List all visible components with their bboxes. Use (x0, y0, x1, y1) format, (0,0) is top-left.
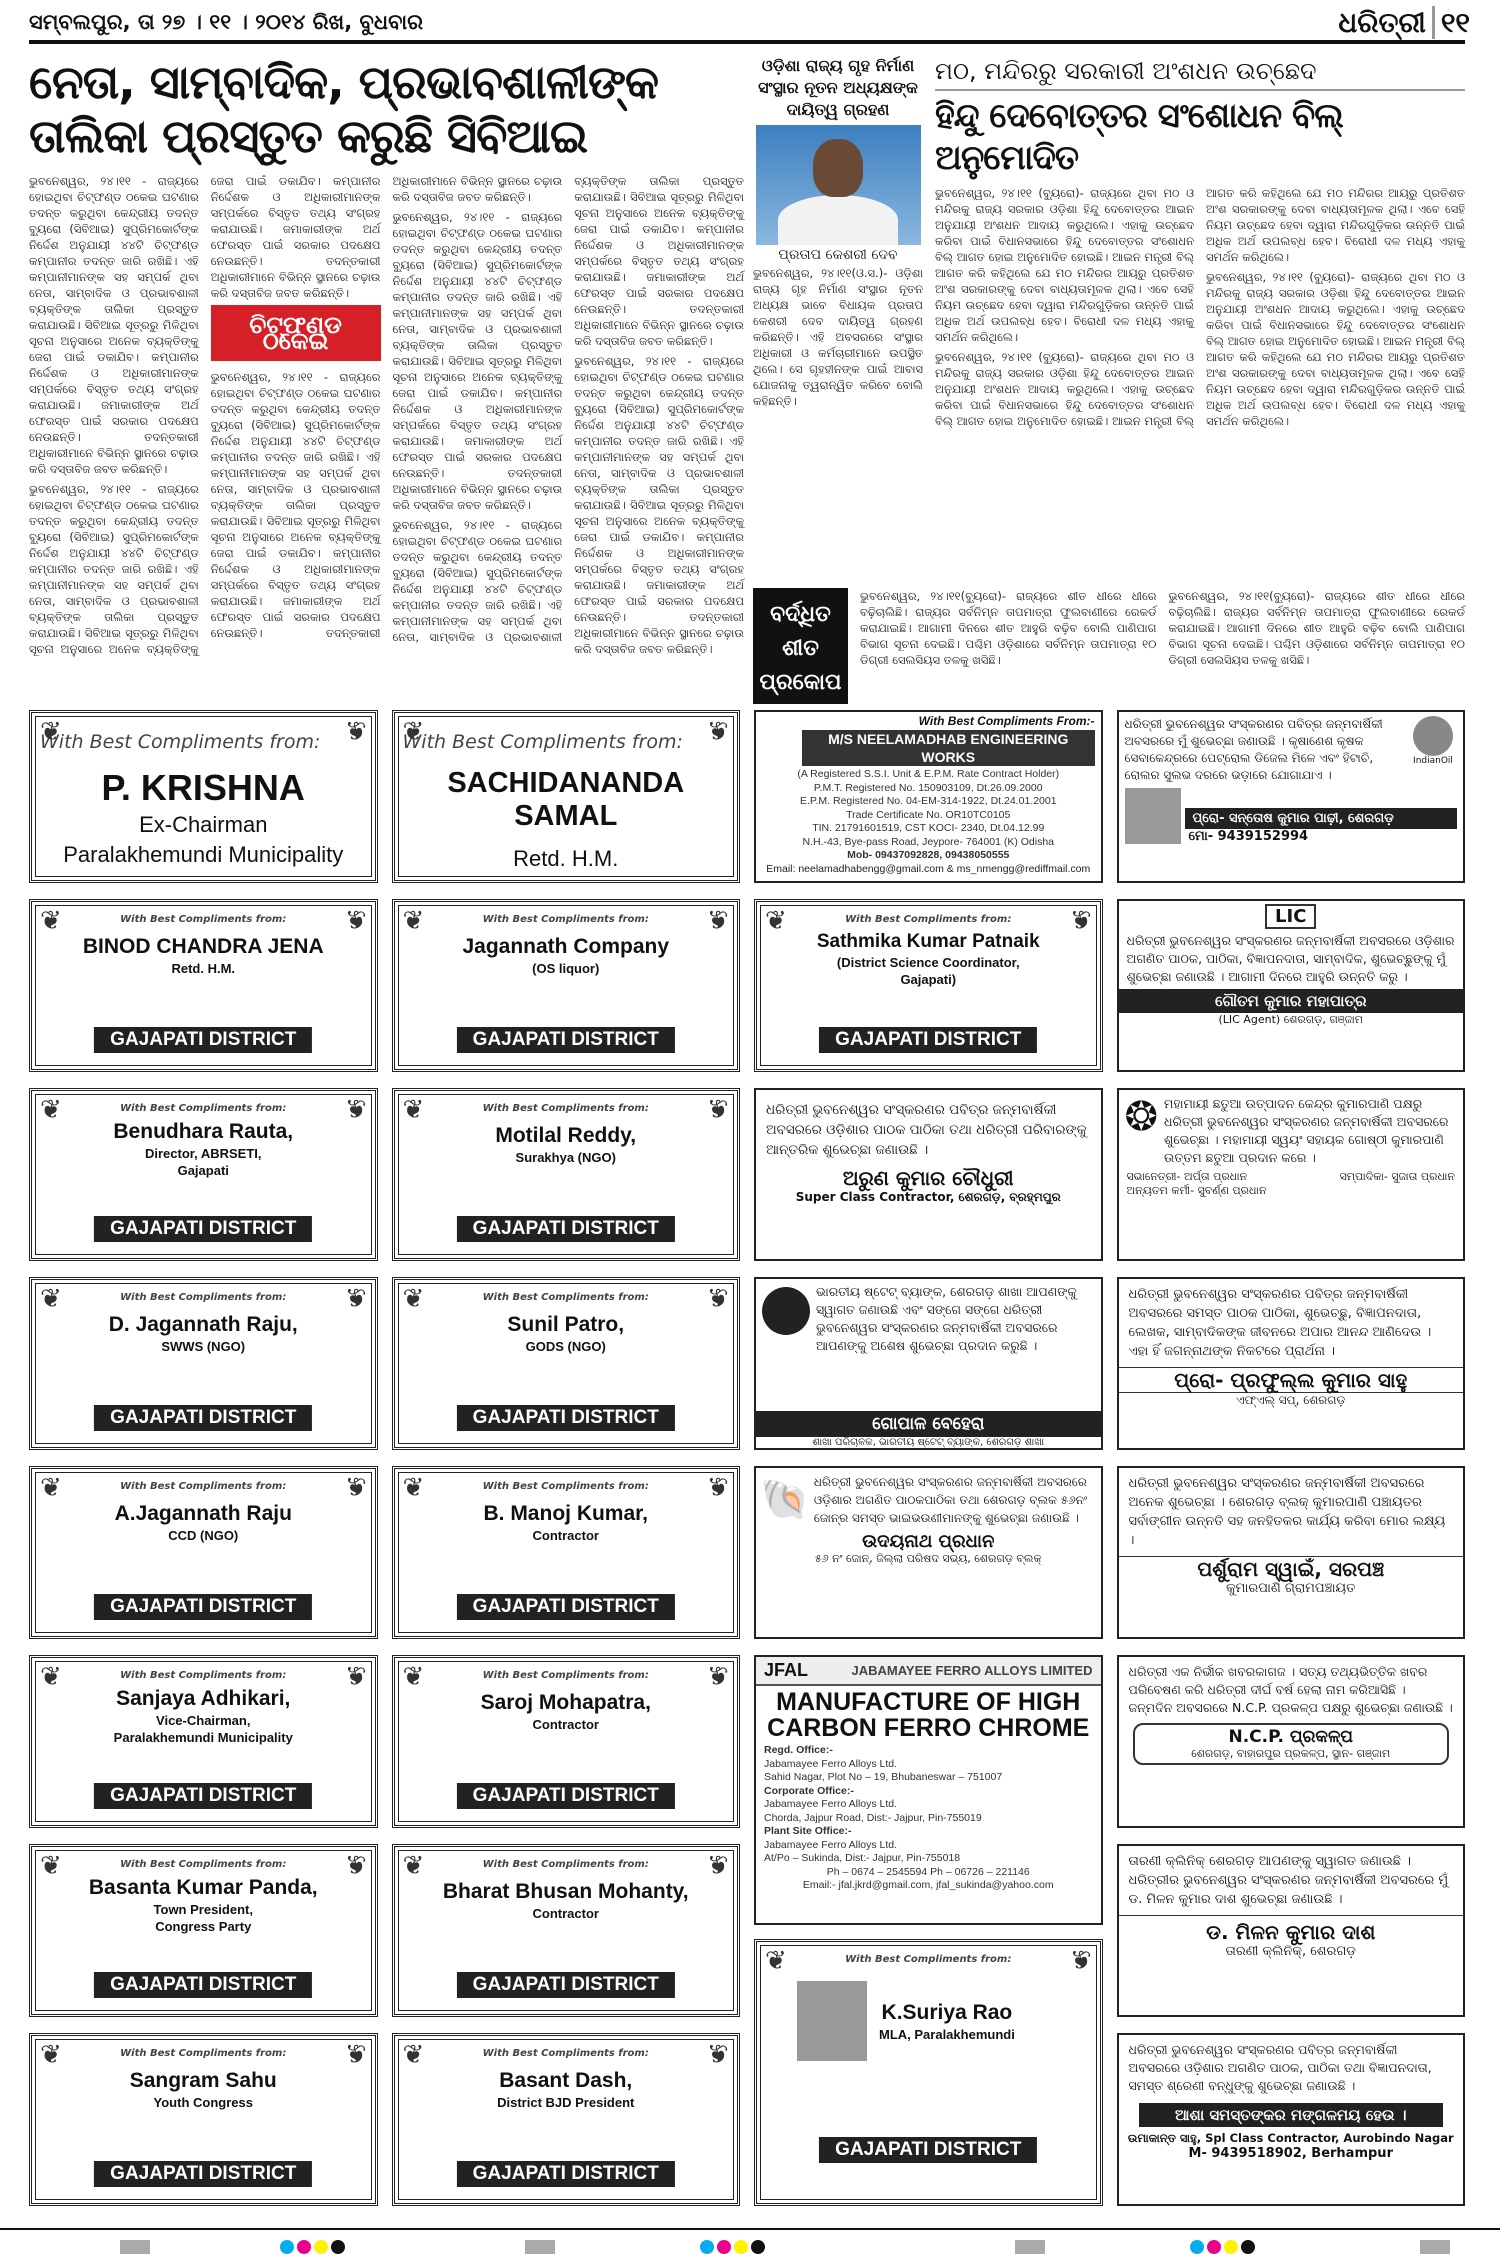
ad-sunil-patro: ❦ With Best Compliments from: Sunil Patro, GODS (NGO) GAJAPATI DISTRICT ❦ (392, 1277, 741, 1450)
ad-sanjaya-adhikari: ❦ With Best Compliments from: Sanjaya Adhikari, Vice-Chairman, Paralakhemundi Municipality GAJAPATI DISTRICT ❦ (29, 1655, 378, 1828)
ad-name: ଉଦୟନାଥ ପ୍ରଧାନ (862, 1531, 995, 1552)
ad-footer (1125, 788, 1458, 844)
ad-title: Retd. H.M. (513, 846, 619, 871)
ad-text: ଧରିତ୍ରୀ ଭୁବନେଶ୍ୱର ସଂସ୍କରଣର ଜନ୍ମବାର୍ଷିକୀ ଅବସରରେ ଓଡ଼ିଶାର ଅଗଣିତ ପାଠକ, ପାଠିକା, ବିଜ୍ଞାପନଦାତା, ସାମ୍ବାଦିକ, ଶୁଭେଚ୍ଛୁଙ୍କୁ ମୁଁ ଶୁଭେଚ୍ଛା ଜଣାଉଛି । ଆଗାମୀ ଦିନରେ ଆହୁରି ଉନ୍ନତି କରୁ । (1126, 933, 1455, 984)
color-registration-icon (1190, 2240, 1255, 2254)
col3-stack (754, 1655, 1103, 2206)
right-kicker: ମଠ, ମନ୍ଦିରରୁ ସରକାରୀ ଅଂଶଧନ ଉଚ୍ଛେଦ (935, 57, 1317, 85)
ad-subtitle: କୁମାରପାଣି ଗ୍ରାମପଞ୍ଚାୟତ (1226, 1581, 1356, 1596)
ad-sbi (754, 1277, 1103, 1450)
lead-body: ଭୁବନେଶ୍ୱର, ୨୪।୧୧ - ରାଜ୍ୟରେ ହୋଇଥିବା ଚିଟ୍‌ଫଣ୍ଡ ଠକେଇ ଘଟଣାର ତଦନ୍ତ କରୁଥିବା କେନ୍ଦ୍ରୀୟ ତଦନ୍ତ ବ୍ୟୁରୋ (ସିବିଆଇ) ସୁପ୍ରିମକୋର୍ଟଙ୍କ ନିର୍ଦ୍ଦେଶ ଅନୁଯାୟୀ ୪୪ଟି ଚିଟ୍‌ଫଣ୍ଡ କମ୍ପାନୀର ତଦନ୍ତ ଜାରି ରଖିଛି। ଏହି କମ୍ପାନୀମାନଙ୍କ ସହ ସମ୍ପର୍କ ଥିବା ନେତା, ସାମ୍ବାଦିକ ଓ ପ୍ରଭାବଶାଳୀ ବ୍ୟକ୍ତିଙ୍କ ତାଲିକା ପ୍ରସ୍ତୁତ କରାଯାଉଛି। ସିବିଆଇ ସୂତ୍ରରୁ ମିଳିଥିବା ସୂଚନା ଅନୁସାରେ ଅନେକ ବ୍ୟକ୍ତିଙ୍କୁ ଜେରା ପାଇଁ ଡକାଯିବ। କମ୍ପାନୀର ନିର୍ଦ୍ଦେଶକ ଓ ଅଧିକାରୀମାନଙ୍କ ସମ୍ପର୍କରେ ବିସ୍ତୃତ ତଥ୍ୟ ସଂଗ୍ରହ କରାଯାଉଛି। ଜମାକାରୀଙ୍କ ଅର୍ଥ ଫେରସ୍ତ ପାଇଁ ସରକାର ପଦକ୍ଷେପ ନେଉଛନ୍ତି। ତଦନ୍ତକାରୀ ଅଧିକାରୀମାନେ ବିଭିନ୍ନ ସ୍ଥାନରେ ଚଢ଼ାଉ କରି ଦସ୍ତାବିଜ ଜବତ କରିଛନ୍ତି। ଭୁବନେଶ୍ୱର, ୨୪।୧୧ - ରାଜ୍ୟରେ ହୋଇଥିବା ଚିଟ୍‌ଫଣ୍ଡ ଠକେଇ ଘଟଣାର ତଦନ୍ତ କରୁଥିବା କେନ୍ଦ୍ରୀୟ ତଦନ୍ତ ବ୍ୟୁରୋ (ସିବିଆଇ) ସୁପ୍ରିମକୋର୍ଟଙ୍କ ନିର୍ଦ୍ଦେଶ ଅନୁଯାୟୀ ୪୪ଟି ଚିଟ୍‌ଫଣ୍ଡ କମ୍ପାନୀର ତଦନ୍ତ ଜାରି ରଖିଛି। ଏହି କମ୍ପାନୀମାନଙ୍କ ସହ ସମ୍ପର୍କ ଥିବା ନେତା, ସାମ୍ବାଦିକ ଓ ପ୍ରଭାବଶାଳୀ ବ୍ୟକ୍ତିଙ୍କ ତାଲିକା ପ୍ରସ୍ତୁତ କରାଯାଉଛି। ସିବିଆଇ ସୂତ୍ରରୁ ମିଳିଥିବା ସୂଚନା ଅନୁସାରେ ଅନେକ ବ୍ୟକ୍ତିଙ୍କୁ ଜେରା ପାଇଁ ଡକାଯିବ। କମ୍ପାନୀର ନିର୍ଦ୍ଦେଶକ ଓ ଅଧିକାରୀମାନଙ୍କ ସମ୍ପର୍କରେ ବିସ୍ତୃତ ତଥ୍ୟ ସଂଗ୍ରହ କରାଯାଉଛି। ଜମାକାରୀଙ୍କ ଅର୍ଥ ଫେରସ୍ତ ପାଇଁ ସରକାର ପଦକ୍ଷେପ ନେଉଛନ୍ତି। ତଦନ୍ତକାରୀ ଅଧିକାରୀମାନେ ବିଭିନ୍ନ ସ୍ଥାନରେ ଚଢ଼ାଉ କରି ଦସ୍ତାବିଜ ଜବତ କରିଛନ୍ତି। ଚିଟ୍‌ଫଣ୍ଡ ଠକେଇ ଭୁବନେଶ୍ୱର, ୨୪।୧୧ - ରାଜ୍ୟରେ ହୋଇଥିବା ଚିଟ୍‌ଫଣ୍ଡ ଠକେଇ ଘଟଣାର ତଦନ୍ତ କରୁଥିବା କେନ୍ଦ୍ରୀୟ ତଦନ୍ତ ବ୍ୟୁରୋ (ସିବିଆଇ) ସୁପ୍ରିମକୋର୍ଟଙ୍କ ନିର୍ଦ୍ଦେଶ ଅନୁଯାୟୀ ୪୪ଟି ଚିଟ୍‌ଫଣ୍ଡ କମ୍ପାନୀର ତଦନ୍ତ ଜାରି ରଖିଛି। ଏହି କମ୍ପାନୀମାନଙ୍କ ସହ ସମ୍ପର୍କ ଥିବା ନେତା, ସାମ୍ବାଦିକ ଓ ପ୍ରଭାବଶାଳୀ ବ୍ୟକ୍ତିଙ୍କ ତାଲିକା ପ୍ରସ୍ତୁତ କରାଯାଉଛି। ସିବିଆଇ ସୂତ୍ରରୁ ମିଳିଥିବା ସୂଚନା ଅନୁସାରେ ଅନେକ ବ୍ୟକ୍ତିଙ୍କୁ ଜେରା ପାଇଁ ଡକାଯିବ। କମ୍ପାନୀର ନିର୍ଦ୍ଦେଶକ ଓ ଅଧିକାରୀମାନଙ୍କ ସମ୍ପର୍କରେ ବିସ୍ତୃତ ତଥ୍ୟ ସଂଗ୍ରହ କରାଯାଉଛି। ଜମାକାରୀଙ୍କ ଅର୍ଥ ଫେରସ୍ତ ପାଇଁ ସରକାର ପଦକ୍ଷେପ ନେଉଛନ୍ତି। ତଦନ୍ତକାରୀ ଅଧିକାରୀମାନେ ବିଭିନ୍ନ ସ୍ଥାନରେ ଚଢ଼ାଉ କରି ଦସ୍ତାବିଜ ଜବତ କରିଛନ୍ତି। ଭୁବନେଶ୍ୱର, ୨୪।୧୧ - ରାଜ୍ୟରେ ହୋଇଥିବା ଚିଟ୍‌ଫଣ୍ଡ ଠକେଇ ଘଟଣାର ତଦନ୍ତ କରୁଥିବା କେନ୍ଦ୍ରୀୟ ତଦନ୍ତ ବ୍ୟୁରୋ (ସିବିଆଇ) ସୁପ୍ରିମକୋର୍ଟଙ୍କ ନିର୍ଦ୍ଦେଶ ଅନୁଯାୟୀ ୪୪ଟି ଚିଟ୍‌ଫଣ୍ଡ କମ୍ପାନୀର ତଦନ୍ତ ଜାରି ରଖିଛି। ଏହି କମ୍ପାନୀମାନଙ୍କ ସହ ସମ୍ପର୍କ ଥିବା ନେତା, ସାମ୍ବାଦିକ ଓ ପ୍ରଭାବଶାଳୀ ବ୍ୟକ୍ତିଙ୍କ ତାଲିକା ପ୍ରସ୍ତୁତ କରାଯାଉଛି। ସିବିଆଇ ସୂତ୍ରରୁ ମିଳିଥିବା ସୂଚନା ଅନୁସାରେ ଅନେକ ବ୍ୟକ୍ତିଙ୍କୁ ଜେରା ପାଇଁ ଡକାଯିବ। କମ୍ପାନୀର ନିର୍ଦ୍ଦେଶକ ଓ ଅଧିକାରୀମାନଙ୍କ ସମ୍ପର୍କରେ ବିସ୍ତୃତ ତଥ୍ୟ ସଂଗ୍ରହ କରାଯାଉଛି। ଜମାକାରୀଙ୍କ ଅର୍ଥ ଫେରସ୍ତ ପାଇଁ ସରକାର ପଦକ୍ଷେପ ନେଉଛନ୍ତି। ତଦନ୍ତକାରୀ ଅଧିକାରୀମାନେ ବିଭିନ୍ନ ସ୍ଥାନରେ ଚଢ଼ାଉ କରି ଦସ୍ତାବିଜ ଜବତ କରିଛନ୍ତି। ଭୁବନେଶ୍ୱର, ୨୪।୧୧ - ରାଜ୍ୟରେ ହୋଇଥିବା ଚିଟ୍‌ଫଣ୍ଡ ଠକେଇ ଘଟଣାର ତଦନ୍ତ କରୁଥିବା କେନ୍ଦ୍ରୀୟ ତଦନ୍ତ ବ୍ୟୁରୋ (ସିବିଆଇ) ସୁପ୍ରିମକୋର୍ଟଙ୍କ ନିର୍ଦ୍ଦେଶ ଅନୁଯାୟୀ ୪୪ଟି ଚିଟ୍‌ଫଣ୍ଡ କମ୍ପାନୀର ତଦନ୍ତ ଜାରି ରଖିଛି। ଏହି କମ୍ପାନୀମାନଙ୍କ ସହ ସମ୍ପର୍କ ଥିବା ନେତା, ସାମ୍ବାଦିକ ଓ ପ୍ରଭାବଶାଳୀ ବ୍ୟକ୍ତିଙ୍କ ତାଲିକା ପ୍ରସ୍ତୁତ କରାଯାଉଛି। ସିବିଆଇ ସୂତ୍ରରୁ ମିଳିଥିବା ସୂଚନା ଅନୁସାରେ ଅନେକ ବ୍ୟକ୍ତିଙ୍କୁ ଜେରା ପାଇଁ ଡକାଯିବ। କମ୍ପାନୀର ନିର୍ଦ୍ଦେଶକ ଓ ଅଧିକାରୀମାନଙ୍କ ସମ୍ପର୍କରେ ବିସ୍ତୃତ ତଥ୍ୟ ସଂଗ୍ରହ କରାଯାଉଛି। ଜମାକାରୀଙ୍କ ଅର୍ଥ ଫେରସ୍ତ ପାଇଁ ସରକାର ପଦକ୍ଷେପ ନେଉଛନ୍ତି। ତଦନ୍ତକାରୀ ଅଧିକାରୀମାନେ ବିଭିନ୍ନ ସ୍ଥାନରେ ଚଢ଼ାଉ କରି ଦସ୍ତାବିଜ ଜବତ କରିଛନ୍ତି। ଭୁବନେଶ୍ୱର, ୨୪।୧୧ - ରାଜ୍ୟରେ ହୋଇଥିବା ଚିଟ୍‌ଫଣ୍ଡ ଠକେଇ ଘଟଣାର ତଦନ୍ତ କରୁଥିବା କେନ୍ଦ୍ରୀୟ ତଦନ୍ତ ବ୍ୟୁରୋ (ସିବିଆଇ) ସୁପ୍ରିମକୋର୍ଟଙ୍କ ନିର୍ଦ୍ଦେଶ ଅନୁଯାୟୀ ୪୪ଟି ଚିଟ୍‌ଫଣ୍ଡ କମ୍ପାନୀର ତଦନ୍ତ ଜାରି ରଖିଛି। ଏହି କମ୍ପାନୀମାନଙ୍କ ସହ ସମ୍ପର୍କ ଥିବା ନେତା, ସାମ୍ବାଦିକ ଓ ପ୍ରଭାବଶାଳୀ ବ୍ୟକ୍ତିଙ୍କ ତାଲିକା ପ୍ରସ୍ତୁତ କରାଯାଉଛି। ସିବିଆଇ ସୂତ୍ରରୁ ମିଳିଥିବା ସୂଚନା ଅନୁସାରେ ଅନେକ ବ୍ୟକ୍ତିଙ୍କୁ ଜେରା ପାଇଁ ଡକାଯିବ। କମ୍ପାନୀର ନିର୍ଦ୍ଦେଶକ ଓ ଅଧିକାରୀମାନଙ୍କ ସମ୍ପର୍କରେ ବିସ୍ତୃତ ତଥ୍ୟ ସଂଗ୍ରହ କରାଯାଉଛି। ଜମାକାରୀଙ୍କ ଅର୍ଥ ଫେରସ୍ତ ପାଇଁ ସରକାର ପଦକ୍ଷେପ ନେଉଛନ୍ତି। ତଦନ୍ତକାରୀ ଅଧିକାରୀମାନେ ବିଭିନ୍ନ ସ୍ଥାନରେ ଚଢ଼ାଉ କରି ଦସ୍ତାବିଜ ଜବତ କରିଛନ୍ତି। (29, 174, 744, 656)
ad-mahamayee (1117, 1088, 1466, 1261)
ad-greeting: ❦ With Best Compliments from: (402, 731, 683, 753)
ad-text: ଭାରତୀୟ ଷ୍ଟେଟ୍ ବ୍ୟାଙ୍କ, ଶେରଗଡ଼ ଶାଖା ଆପଣଙ୍କୁ ସ୍ୱାଗତ ଜଣାଉଛି ଏବଂ ସଙ୍ଗେ ସଙ୍ଗେ ଧରିତ୍ରୀ ଭୁବନେଶ୍ୱର ସଂସ୍କରଣର ଜନ୍ମବାର୍ଷିକୀ ଅବସରରେ ଆପଣଙ୍କୁ ଅଶେଷ ଶୁଭେଚ୍ଛା ପ୍ରଦାନ କରୁଛି । (816, 1284, 1077, 1353)
ad-title: Paralakhemundi Municipality (63, 842, 344, 867)
ad-details: Regd. Office:- Jabamayee Ferro Alloys Ltd. Sahid Nagar, Plot No – 19, Bhubaneswar – 751007 Corporate Office:- Jabamayee Ferro Alloys Ltd. Chorda, Jajpur Road, Dist:- Jajpur, Pin-755019 Plant Site Office:- Jabamayee Ferro Alloys Ltd. At/Po – Sukinda, Dist:- Jajpur, Pin-755018 Ph – 0674 – 2545594 Ph – 06726 – 221146 Email:- jfal.jkrd@gmail.com, jfal_sukinda@yahoo.com (764, 1744, 1054, 1891)
ad-top (1119, 1090, 1464, 1170)
lead-headline: ନେତା, ସାମ୍ବାଦିକ, ପ୍ରଭାବଶାଳୀଙ୍କ ତାଲିକା ପ୍ରସ୍ତୁତ କରୁଛି ସିବିଆଇ (29, 55, 659, 163)
ad-top (756, 1468, 1101, 1531)
ad-band: ଆଶା ସମସ୍ତଙ୍କର ମଙ୍ଗଳମୟ ହେଉ । (1139, 2103, 1444, 2127)
sbi-logo-icon (762, 1287, 810, 1335)
footer-registration-marks (0, 2228, 1500, 2254)
ad-name: ପର୍ଶୁରାମ ସ୍ୱାଇଁ, ସରପଞ୍ଚ (1119, 1556, 1464, 1581)
lead-story (29, 55, 744, 705)
ad-text: ଧରିତ୍ରୀ ଭୁବନେଶ୍ୱର ସଂସ୍କରଣର ପବିତ୍ର ଜନ୍ମବାର୍ଷିକୀ ଅବସରରେ ମୁଁ ଶୁଭେଚ୍ଛା ଜଣାଉଛି । କୃଷାଣେଶ କୃଷକ ସେବାକେନ୍ଦ୍ରରେ ପେଟ୍ରୋଲ ଡିଜେଲ ମିଳେ ଏବଂ ହିଟାଚି, ରୋଲର ସୁଲଭ ଦରରେ ଭଡ଼ାରେ ଯୋଗାଯାଏ । (1124, 717, 1383, 782)
ad-top (756, 1279, 1101, 1411)
ad-b-manoj-kumar: ❦ With Best Compliments from: B. Manoj Kumar, Contractor GAJAPATI DISTRICT ❦ (392, 1466, 741, 1639)
ad-greeting: With Best Compliments From:- (918, 714, 1095, 728)
indianoil-logo-icon (1413, 716, 1453, 756)
ad-bharat-bhusan-mohanty: ❦ With Best Compliments from: Bharat Bhusan Mohanty, Contractor GAJAPATI DISTRICT ❦ (392, 1844, 741, 2017)
ad-subtitle: ୫୬ ନଂ ଜୋନ୍, ଜିଲ୍ଲା ପରିଷଦ ସଭ୍ୟ, ଶେରଗଡ଼ ବ୍ଲକ୍ (814, 1552, 1042, 1565)
conch-icon: 🐚 (760, 1477, 810, 1523)
ad-name: ଅରୁଣ କୁମାର ଚୌଧୁରୀ (842, 1166, 1014, 1190)
ad-officers: ସଭାନେତ୍ରୀ- ଅର୍ପ୍ତା ପ୍ରଧାନ ସମ୍ପାଦିକା- ସୁଜାତା ପ୍ରଧାନ (1126, 1170, 1455, 1183)
ads-grid (29, 710, 1465, 2203)
ad-ncp (1117, 1655, 1466, 1828)
ad-subtitle: ତାରଣୀ କ୍ଲିନିକ୍, ଶେରଗଡ଼ (1225, 1944, 1356, 1959)
ad-umakant-sahu (1117, 2033, 1466, 2206)
masthead (1338, 6, 1470, 40)
color-registration-icon (280, 2240, 345, 2254)
indianoil-logo (1409, 716, 1457, 766)
cold-wave-box: ବର୍ଦ୍ଧିତ ଶୀତ ପ୍ରକୋପ (753, 588, 848, 704)
ad-name: ପ୍ରୋ- ପ୍ରଫୁଲ୍ଲ କୁମାର ସାହୁ (1119, 1367, 1464, 1393)
ncp-box (1133, 1723, 1450, 1765)
ad-phone: ମୋ- 9439152994 (1188, 829, 1309, 844)
paper-name: ଧରିତ୍ରୀ (1338, 6, 1426, 39)
ad-header (756, 1657, 1101, 1686)
jfal-logo: JFAL (764, 1660, 809, 1680)
cold-wave-body: ଭୁବନେଶ୍ୱର, ୨୪।୧୧(ବ୍ୟୁରୋ)- ରାଜ୍ୟରେ ଶୀତ ଧୀରେ ଧୀରେ ବଢ଼ିଚାଲିଛି। ରାଜ୍ୟର ସର୍ବନିମ୍ନ ତାପମାତ୍ରା ଫୁଲବାଣୀରେ ରେକର୍ଡ କରାଯାଇଛି। ଆଗାମୀ ଦିନରେ ଶୀତ ଆହୁରି ବଢ଼ିବ ବୋଲି ପାଣିପାଗ ବିଭାଗ ସୂଚନା ଦେଇଛି। ପଶ୍ଚିମ ଓଡ଼ିଶାରେ ସର୍ବନିମ୍ନ ତାପମାତ୍ରା ୧୦ ଡିଗ୍ରୀ ସେଲସିୟସ ତଳକୁ ଖସିଛି। ଭୁବନେଶ୍ୱର, ୨୪।୧୧(ବ୍ୟୁରୋ)- ରାଜ୍ୟରେ ଶୀତ ଧୀରେ ଧୀରେ ବଢ଼ିଚାଲିଛି। ରାଜ୍ୟର ସର୍ବନିମ୍ନ ତାପମାତ୍ରା ଫୁଲବାଣୀରେ ରେକର୍ଡ କରାଯାଇଛି। ଆଗାମୀ ଦିନରେ ଶୀତ ଆହୁରି ବଢ଼ିବ ବୋଲି ପାଣିପାଗ ବିଭାଗ ସୂଚନା ଦେଇଛି। ପଶ୍ଚିମ ଓଡ଼ିଶାରେ ସର୍ବନିମ୍ନ ତାପମାତ୍ରା ୧୦ ଡିଗ୍ରୀ ସେଲସିୟସ ତଳକୁ ଖସିଛି। (860, 589, 1465, 667)
ad-officer: ଅନ୍ୟତମ କର୍ମୀ- ସୁବର୍ଣ୍ଣ ପ୍ରଧାନ (1126, 1184, 1267, 1197)
ad-d-jagannath-raju: ❦ With Best Compliments from: D. Jagannath Raju, SWWS (NGO) GAJAPATI DISTRICT ❦ (29, 1277, 378, 1450)
durga-icon: ❂ (1124, 1094, 1159, 1140)
ad-subtitle: ଶେରଗଡ଼, ବାହାରପୁର ପ୍ରକଳ୍ପ, ସ୍ଥାନ- ଗଞ୍ଜାମ (1191, 1747, 1391, 1760)
ad-phone: M- 9439518902, Berhampur (1188, 2146, 1393, 2161)
lic-logo: LIC (1265, 904, 1316, 929)
ad-lic (1117, 899, 1466, 1072)
ad-name: M/S NEELAMADHAB ENGINEERING WORKS (802, 730, 1095, 766)
ad-arun-kumar-choudhury (754, 1088, 1103, 1261)
side-body: ଭୁବନେଶ୍ୱର, ୨୪।୧୧(ଓ.ସ.)- ଓଡ଼ିଶା ରାଜ୍ୟ ଗୃହ ନିର୍ମାଣ ସଂସ୍ଥାର ନୂତନ ଅଧ୍ୟକ୍ଷ ଭାବେ ବିଧାୟକ ପ୍ରତାପ କେଶରୀ ଦେବ ଦାୟିତ୍ୱ ଗ୍ରହଣ କରିଛନ୍ତି। ଏହି ଅବସରରେ ସଂସ୍ଥାର ଅଧିକାରୀ ଓ କର୍ମଚାରୀମାନେ ଉପସ୍ଥିତ ଥିଲେ। ସେ ଗୃହହୀନଙ୍କ ପାଇଁ ଆବାସ ଯୋଜନାକୁ ତ୍ୱରାନ୍ୱିତ କରିବେ ବୋଲି କହିଛନ୍ତି। (753, 266, 923, 408)
ad-body: K.Suriya Rao MLA, Paralakhemundi (757, 1965, 1100, 2061)
ad-p-krishna (29, 710, 378, 883)
ad-basant-dash: ❦ With Best Compliments from: Basant Dash, District BJD President GAJAPATI DISTRICT ❦ (392, 2033, 741, 2206)
ad-text: ତାରଣୀ କ୍ଲିନିକ୍ ଶେରଗଡ଼ ଆପଣଙ୍କୁ ସ୍ୱାଗତ ଜଣାଉଛି । ଧରିତ୍ରୀର ଭୁବନେଶ୍ୱର ସଂସ୍କରଣର ଜନ୍ମବାର୍ଷିକୀ ଅବସରରେ ମୁଁ ଡ. ମିଳନ କୁମାର ଦାଶ ଶୁଭେଚ୍ଛା ଜଣାଉଛି । (1128, 1854, 1449, 1907)
lead-inset-box: ଚିଟ୍‌ଫଣ୍ଡ ଠକେଇ (211, 305, 381, 361)
ad-text: ଧରିତ୍ରୀ ଭୁବନେଶ୍ୱର ସଂସ୍କରଣର ଜନ୍ମବାର୍ଷିକୀ ଅବସରରେ ଅନେକ ଶୁଭେଚ୍ଛା । ଶେରଗଡ଼ ବ୍ଲକ୍ କୁମାରପାଣି ପଞ୍ଚାୟତର ସର୍ବାଙ୍ଗୀନ ଉନ୍ନତି ସହ ଜନହିତକର କାର୍ଯ୍ୟ କରିବା ମୋର ଲକ୍ଷ୍ୟ । (1128, 1476, 1446, 1548)
ad-a-jagannath-raju: ❦ With Best Compliments from: A.Jagannath Raju CCD (NGO) GAJAPATI DISTRICT ❦ (29, 1466, 378, 1639)
ad-udayanath-pradhan (754, 1466, 1103, 1639)
side-story (753, 55, 923, 585)
ad-sathmika-kumar-patnaik: ❦ With Best Compliments from: Sathmika Kumar Patnaik (District Science Coordinator, Gajapati) GAJAPATI DISTRICT ❦ (754, 899, 1103, 1072)
ad-text: ଧରିତ୍ରୀ ଭୁବନେଶ୍ୱର ସଂସ୍କରଣର ଜନ୍ମବାର୍ଷିକୀ ଅବସରରେ ଓଡ଼ିଶାର ଅଗଣିତ ପାଠକପାଠିକା ତଥା ଶେରଗଡ଼ ବ୍ଲକ ୫୬ନଂ ଜୋନ୍‌ର ସମସ୍ତ ଭାଇଭଉଣୀମାନଙ୍କୁ ଶୁଭେଚ୍ଛା ଜଣାଉଛି । (813, 1475, 1088, 1525)
ad-text: ମହାମାୟୀ ଛତୁଆ ଉତ୍ପାଦନ କେନ୍ଦ୍ର କୁମାରପାଣି ପକ୍ଷରୁ ଧରିତ୍ରୀ ଭୁବନେଶ୍ୱର ସଂସ୍କରଣର ଜନ୍ମବାର୍ଷିକୀ ଅବସରରେ ଶୁଭେଚ୍ଛା । ମହାମାୟୀ ସ୍ୱୟଂ ସହାୟକ ଗୋଷ୍ଠୀ କୁମାରପାଣି ଉତ୍ତମ ଛତୁଆ ପ୍ରଦାନ କରେ । (1164, 1096, 1449, 1165)
ad-text: ଧରିତ୍ରୀ ଭୁବନେଶ୍ୱର ସଂସ୍କରଣର ପବିତ୍ର ଜନ୍ମବାର୍ଷିକୀ ଅବସରରେ ସମସ୍ତ ପାଠକ ପାଠିକା, ଶୁଭେଚ୍ଛୁ, ବିଜ୍ଞାପନଦାତା, ଲେଖକ, ସାମ୍ବାଦିକଙ୍କ ଜୀବନରେ ଅପାର ଆନନ୍ଦ ଆଣିଦେଉ । ଏହା ହିଁ ଜଗନ୍ନାଥଙ୍କ ନିକଟରେ ପ୍ରାର୍ଥନା । (1128, 1287, 1432, 1359)
side-headline: ଓଡ଼ିଶା ରାଜ୍ୟ ଗୃହ ନିର୍ମାଣ ସଂସ୍ଥାର ନୂତନ ଅଧ୍ୟକ୍ଷଙ୍କ ଦାୟିତ୍ୱ ଗ୍ରହଣ (758, 56, 918, 119)
right-story (935, 55, 1465, 585)
ad-name: P. KRISHNA (101, 767, 305, 808)
ad-jagannath-company: ❦ With Best Compliments from: Jagannath Company (OS liquor) GAJAPATI DISTRICT ❦ (392, 899, 741, 1072)
ad-sangram-sahu: ❦ With Best Compliments from: Sangram Sahu Youth Congress GAJAPATI DISTRICT ❦ (29, 2033, 378, 2206)
ad-text: ଧରିତ୍ରୀ ଭୁବନେଶ୍ୱର ସଂସ୍କରଣର ପବିତ୍ର ଜନ୍ମବାର୍ଷିକୀ ଅବସରରେ ଓଡ଼ିଶାର ଅଗଣିତ ପାଠକ, ପାଠିକା ତଥା ବିଜ୍ଞାପନଦାତା, ସମସ୍ତ ଶ୍ରେଣୀ ବନ୍ଧୁଙ୍କୁ ଶୁଭେଚ୍ଛା ଜଣାଉଛି । (1128, 2042, 1432, 2093)
company-name: JABAMAYEE FERRO ALLOYS LIMITED (851, 1663, 1093, 1678)
ad-title: MANUFACTURE OF HIGH CARBON FERRO CHROME (767, 1688, 1090, 1742)
kicker-rule (935, 89, 1465, 91)
color-registration-icon (700, 2240, 765, 2254)
ad-email: Email: neelamadhabengg@gmail.com & ms_nmengg@rediffmail.com (766, 862, 1091, 875)
ad-basanta-kumar-panda: ❦ With Best Compliments from: Basanta Kumar Panda, Town President, Congress Party GAJAPATI DISTRICT ❦ (29, 1844, 378, 2017)
ad-name: ଗୌତମ କୁମାର ମହାପାତ୍ର (1119, 989, 1464, 1013)
ad-saroj-mohapatra: ❦ With Best Compliments from: Saroj Mohapatra, Contractor GAJAPATI DISTRICT ❦ (392, 1655, 741, 1828)
ad-name: ପ୍ରୋ- ସନ୍ତୋଷ କୁମାର ପାଢ଼ୀ, ଶେରଗଡ଼ (1185, 808, 1458, 829)
ad-text: ଧରିତ୍ରୀ ଏକ ନିର୍ଭୀକ ଖବରକାଗଜ । ସତ୍ୟ ତଥ୍ୟଭିତ୍ତିକ ଖବର ପରିବେଷଣ କରି ଧରିତ୍ରୀ ଦୀର୍ଘ ବର୍ଷ ହେଲା ନାମ କରିଆସିଛି । ଜନ୍ମଦିନ ଅବସରରେ N.C.P. ପ୍ରକଳ୍ପ ପକ୍ଷରୁ ଶୁଭେଚ୍ଛା ଜଣାଉଛି । (1128, 1664, 1453, 1715)
portrait-photo (756, 125, 921, 245)
right-headline: ହିନ୍ଦୁ ଦେବୋତ୍ତର ସଂଶୋଧନ ବିଲ୍ ଅନୁମୋଦିତ (935, 96, 1343, 178)
ad-subtitle: ଶାଖା ପରିଚାଳକ, ଭାରତୀୟ ଷ୍ଟେଟ୍ ବ୍ୟାଙ୍କ, ଶେରଗଡ଼ ଶାଖା (812, 1437, 1045, 1448)
ad-greeting: ❦ With Best Compliments from: (40, 731, 321, 753)
ad-parshuram-swain (1117, 1466, 1466, 1639)
ad-milan-kumar-dash (1117, 1844, 1466, 2017)
ad-indianoil (1117, 710, 1466, 883)
page-number: ୧୧ (1432, 6, 1470, 39)
ad-title: Ex-Chairman (139, 812, 268, 837)
ad-binod-chandra-jena: ❦ With Best Compliments from: BINOD CHANDRA JENA Retd. H.M. GAJAPATI DISTRICT ❦ (29, 899, 378, 1072)
ad-name: ଉମାକାନ୍ତ ସାହୁ, Spl Class Contractor, Aurobindo Nagar (1127, 2131, 1454, 2145)
header-rule (29, 40, 1465, 44)
person-photo (797, 1981, 867, 2061)
ad-name: N.C.P. ପ୍ରକଳ୍ପ (1228, 1727, 1353, 1747)
ad-name: SACHIDANANDA SAMAL (447, 767, 685, 832)
ad-prafulla-kumar-sahu (1117, 1277, 1466, 1450)
ad-name: ଗୋପାଳ ବେହେରା (756, 1411, 1101, 1437)
ad-sachidananda-samal (392, 710, 741, 883)
photo-caption: ପ୍ରତାପ କେଶରୀ ଦେବ (778, 247, 898, 263)
ad-k-suriya-rao: ❦ With Best Compliments from: K.Suriya Rao MLA, Paralakhemundi GAJAPATI DISTRICT ❦ (754, 1939, 1103, 2206)
brand-name: IndianOil (1413, 756, 1453, 766)
ad-neelamadhab (754, 710, 1103, 883)
ad-subtitle: (LIC Agent) ଶେରଗଡ଼, ଗଞ୍ଜାମ (1218, 1013, 1363, 1026)
ad-name: ଡ. ମିଳନ କୁମାର ଦାଶ (1119, 1915, 1464, 1944)
ad-details: (A Registered S.S.I. Unit & E.P.M. Rate Contract Holder) P.M.T. Registered No. 150903109, Dt.26.09.2000 E.P.M. Registered No. 04-EM-314-1922, Dt.24.01.2001 Trade Certificate No. OR10TC0105 TIN. 21791601519, CST KOCI- 2340, Dt.04.12.99 N.H.-43, Bye-pass Road, Jeypore- 764001 (K) Odisha Mob- 09437092828, 09438050555 Email: neelamadhabengg@gmail.com & ms_nmengg@rediffmail.com (762, 768, 1095, 876)
ad-motilal-reddy: ❦ With Best Compliments from: Motilal Reddy, Surakhya (NGO) GAJAPATI DISTRICT ❦ (392, 1088, 741, 1261)
ad-text: ଧରିତ୍ରୀ ଭୁବନେଶ୍ୱର ସଂସ୍କରଣର ପବିତ୍ର ଜନ୍ମବାର୍ଷିକୀ ଅବସରରେ ଓଡ଼ିଶାର ପାଠକ ପାଠିକା ତଥା ଧରିତ୍ରୀ ପରିବାରଙ୍କୁ ଆନ୍ତରିକ ଶୁଭେଚ୍ଛା ଜଣାଉଛି । (766, 1102, 1087, 1158)
person-photo (1125, 788, 1181, 844)
ad-subtitle: ଏଫ୍‌ଏଲ୍ ସପ୍, ଶେରଗଡ଼ (1236, 1393, 1346, 1407)
dateline: ସମ୍ବଲପୁର, ତା ୨୭ । ୧୧ । ୨୦୧୪ ରିଖ, ବୁଧବାର (29, 10, 424, 34)
ad-benudhara-rauta: ❦ With Best Compliments from: Benudhara Rauta, Director, ABRSETI, Gajapati GAJAPATI DISTRICT ❦ (29, 1088, 378, 1261)
right-body: ଭୁବନେଶ୍ୱର, ୨୪।୧୧ (ବ୍ୟୁରୋ)- ରାଜ୍ୟରେ ଥିବା ମଠ ଓ ମନ୍ଦିରକୁ ରାଜ୍ୟ ସରକାର ଓଡ଼ିଶା ହିନ୍ଦୁ ଦେବୋତ୍ତର ଆଇନ ଅନୁଯାୟୀ ଅଂଶଧନ ଆଦାୟ କରୁଥିଲେ। ଏହାକୁ ଉଚ୍ଛେଦ କରିବା ପାଇଁ ବିଧାନସଭାରେ ହିନ୍ଦୁ ଦେବୋତ୍ତର ସଂଶୋଧନ ବିଲ୍ ଆଗତ ହୋଇ ଅନୁମୋଦିତ ହୋଇଛି। ଆଇନ ମନ୍ତ୍ରୀ ବିଲ୍ ଆଗତ କରି କହିଥିଲେ ଯେ ମଠ ମନ୍ଦିରର ଆୟରୁ ପ୍ରତିଶତ ଅଂଶ ସରକାରଙ୍କୁ ଦେବା ବାଧ୍ୟତାମୂଳକ ଥିଲା। ଏବେ ସେହି ନିୟମ ଉଚ୍ଛେଦ ହେବା ଦ୍ୱାରା ମନ୍ଦିରଗୁଡ଼ିକର ଉନ୍ନତି ପାଇଁ ଅଧିକ ଅର୍ଥ ଉପଲବ୍ଧ ହେବ। ବିରୋଧୀ ଦଳ ମଧ୍ୟ ଏହାକୁ ସମର୍ଥନ କରିଥିଲେ। ଭୁବନେଶ୍ୱର, ୨୪।୧୧ (ବ୍ୟୁରୋ)- ରାଜ୍ୟରେ ଥିବା ମଠ ଓ ମନ୍ଦିରକୁ ରାଜ୍ୟ ସରକାର ଓଡ଼ିଶା ହିନ୍ଦୁ ଦେବୋତ୍ତର ଆଇନ ଅନୁଯାୟୀ ଅଂଶଧନ ଆଦାୟ କରୁଥିଲେ। ଏହାକୁ ଉଚ୍ଛେଦ କରିବା ପାଇଁ ବିଧାନସଭାରେ ହିନ୍ଦୁ ଦେବୋତ୍ତର ସଂଶୋଧନ ବିଲ୍ ଆଗତ ହୋଇ ଅନୁମୋଦିତ ହୋଇଛି। ଆଇନ ମନ୍ତ୍ରୀ ବିଲ୍ ଆଗତ କରି କହିଥିଲେ ଯେ ମଠ ମନ୍ଦିରର ଆୟରୁ ପ୍ରତିଶତ ଅଂଶ ସରକାରଙ୍କୁ ଦେବା ବାଧ୍ୟତାମୂଳକ ଥିଲା। ଏବେ ସେହି ନିୟମ ଉଚ୍ଛେଦ ହେବା ଦ୍ୱାରା ମନ୍ଦିରଗୁଡ଼ିକର ଉନ୍ନତି ପାଇଁ ଅଧିକ ଅର୍ଥ ଉପଲବ୍ଧ ହେବ। ବିରୋଧୀ ଦଳ ମଧ୍ୟ ଏହାକୁ ସମର୍ଥନ କରିଥିଲେ। ଭୁବନେଶ୍ୱର, ୨୪।୧୧ (ବ୍ୟୁରୋ)- ରାଜ୍ୟରେ ଥିବା ମଠ ଓ ମନ୍ଦିରକୁ ରାଜ୍ୟ ସରକାର ଓଡ଼ିଶା ହିନ୍ଦୁ ଦେବୋତ୍ତର ଆଇନ ଅନୁଯାୟୀ ଅଂଶଧନ ଆଦାୟ କରୁଥିଲେ। ଏହାକୁ ଉଚ୍ଛେଦ କରିବା ପାଇଁ ବିଧାନସଭାରେ ହିନ୍ଦୁ ଦେବୋତ୍ତର ସଂଶୋଧନ ବିଲ୍ ଆଗତ ହୋଇ ଅନୁମୋଦିତ ହୋଇଛି। ଆଇନ ମନ୍ତ୍ରୀ ବିଲ୍ ଆଗତ କରି କହିଥିଲେ ଯେ ମଠ ମନ୍ଦିରର ଆୟରୁ ପ୍ରତିଶତ ଅଂଶ ସରକାରଙ୍କୁ ଦେବା ବାଧ୍ୟତାମୂଳକ ଥିଲା। ଏବେ ସେହି ନିୟମ ଉଚ୍ଛେଦ ହେବା ଦ୍ୱାରା ମନ୍ଦିରଗୁଡ଼ିକର ଉନ୍ନତି ପାଇଁ ଅଧିକ ଅର୍ଥ ଉପଲବ୍ଧ ହେବ। ବିରୋଧୀ ଦଳ ମଧ୍ୟ ଏହାକୁ ସମର୍ଥନ କରିଥିଲେ। (935, 186, 1465, 428)
ad-jabamayee-ferro-alloys (754, 1655, 1103, 1925)
ad-subtitle: Super Class Contractor, ଶେରଗଡ଼, ବ୍ରହ୍ମପୁର (795, 1190, 1061, 1204)
